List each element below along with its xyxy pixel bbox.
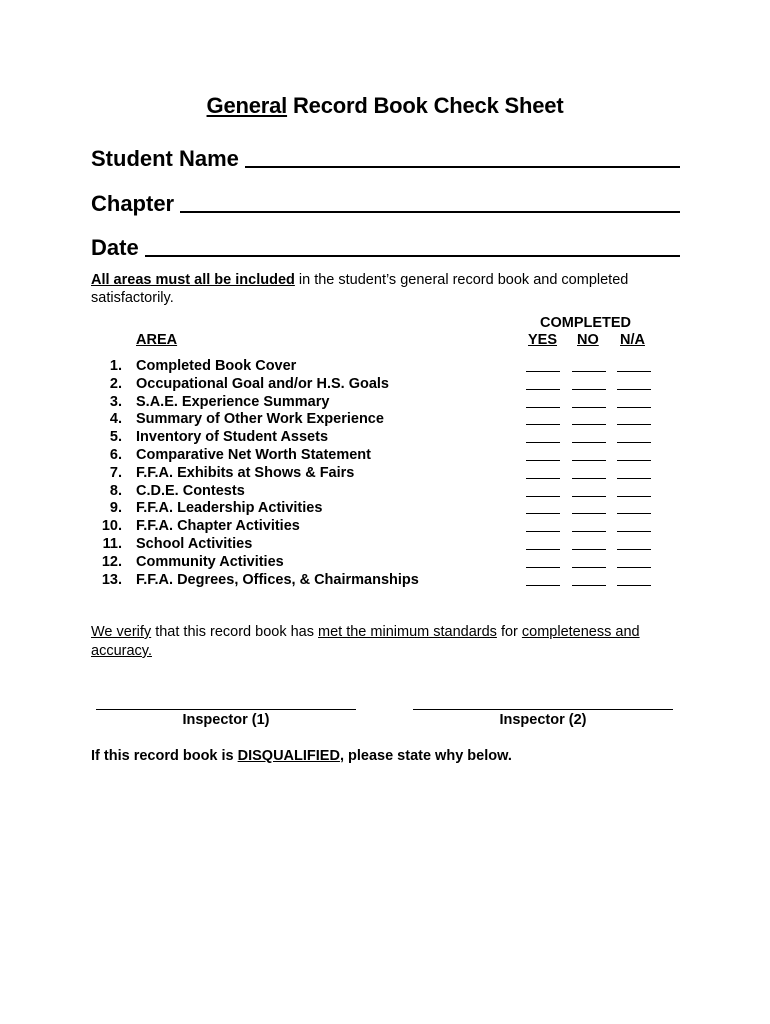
checklist-item — [0, 572, 770, 590]
chapter-line[interactable] — [180, 210, 680, 213]
na-blank[interactable] — [617, 370, 651, 372]
inspector-2-label: Inspector (2) — [499, 712, 587, 728]
verify-part-4: for — [496, 624, 522, 640]
item-number: 13. — [101, 571, 122, 588]
checklist-item — [0, 554, 770, 572]
yes-blank[interactable] — [526, 512, 560, 514]
instructions-emphasis: All areas must all be included — [91, 272, 295, 288]
yes-column-header: YES — [528, 332, 558, 348]
disqualified-before: If this record book is — [91, 748, 238, 764]
yes-blank[interactable] — [526, 441, 560, 443]
yes-blank[interactable] — [526, 548, 560, 550]
item-label: Comparative Net Worth Statement — [136, 446, 371, 463]
area-header: AREA — [136, 332, 178, 348]
item-label: Inventory of Student Assets — [136, 429, 329, 446]
checklist-item — [0, 394, 770, 412]
na-blank[interactable] — [617, 512, 651, 514]
page-title — [0, 93, 770, 119]
no-blank[interactable] — [572, 423, 606, 425]
item-number: 3. — [109, 393, 122, 410]
no-blank[interactable] — [572, 406, 606, 408]
item-label: F.F.A. Leadership Activities — [136, 500, 323, 517]
na-blank[interactable] — [617, 530, 651, 532]
item-number: 12. — [101, 553, 122, 570]
item-number: 1. — [109, 358, 122, 374]
checklist-item — [0, 465, 770, 483]
no-blank[interactable] — [572, 459, 606, 461]
title-underlined: General — [206, 93, 288, 118]
chapter-label: Chapter — [91, 191, 175, 216]
yes-blank[interactable] — [526, 566, 560, 568]
item-label: Community Activities — [136, 553, 284, 570]
item-number: 9. — [109, 500, 122, 517]
item-number: 7. — [109, 464, 122, 481]
disqualified-instruction — [91, 748, 512, 764]
completed-header: COMPLETED — [540, 315, 632, 331]
date-label: Date — [91, 235, 139, 260]
na-blank[interactable] — [617, 459, 651, 461]
checklist — [0, 358, 770, 589]
no-blank[interactable] — [572, 530, 606, 532]
item-number: 10. — [101, 518, 122, 535]
checklist-item — [0, 411, 770, 429]
item-number: 8. — [109, 482, 122, 499]
student-name-field[interactable] — [91, 144, 680, 172]
item-number: 2. — [109, 375, 122, 392]
item-label: Completed Book Cover — [136, 358, 297, 374]
yes-blank[interactable] — [526, 423, 560, 425]
checklist-item — [0, 358, 770, 376]
no-blank[interactable] — [572, 566, 606, 568]
yes-blank[interactable] — [526, 388, 560, 390]
item-label: C.D.E. Contests — [136, 482, 245, 499]
na-column-header: N/A — [620, 332, 645, 348]
na-blank[interactable] — [617, 406, 651, 408]
date-line[interactable] — [145, 254, 680, 257]
inspector-1-signature-line[interactable] — [96, 708, 356, 710]
na-blank[interactable] — [617, 495, 651, 497]
inspector-2-signature-line[interactable] — [413, 708, 673, 710]
na-blank[interactable] — [617, 566, 651, 568]
item-number: 6. — [109, 446, 122, 463]
student-name-line[interactable] — [245, 165, 680, 168]
na-blank[interactable] — [617, 548, 651, 550]
instructions-text — [91, 271, 671, 307]
item-number: 4. — [109, 411, 122, 428]
disqualified-after: , please state why below. — [339, 748, 512, 764]
na-blank[interactable] — [617, 477, 651, 479]
no-blank[interactable] — [572, 477, 606, 479]
item-number: 5. — [109, 429, 122, 446]
verify-part-1: We verify — [91, 624, 152, 640]
na-blank[interactable] — [617, 441, 651, 443]
item-label: F.F.A. Chapter Activities — [136, 518, 300, 535]
no-blank[interactable] — [572, 584, 606, 586]
na-blank[interactable] — [617, 423, 651, 425]
checklist-item — [0, 500, 770, 518]
checklist-item — [0, 429, 770, 447]
checklist-item — [0, 536, 770, 554]
no-blank[interactable] — [572, 370, 606, 372]
no-blank[interactable] — [572, 512, 606, 514]
checklist-item — [0, 483, 770, 501]
na-blank[interactable] — [617, 388, 651, 390]
checklist-item — [0, 376, 770, 394]
item-label: Summary of Other Work Experience — [136, 411, 384, 428]
inspector-1-label: Inspector (1) — [182, 712, 270, 728]
no-blank[interactable] — [572, 441, 606, 443]
item-number: 11. — [102, 535, 122, 552]
student-name-label: Student Name — [91, 146, 239, 171]
date-field[interactable] — [91, 233, 680, 261]
instructions-rest: in the student’s general record book and completed satisfactorily. — [91, 272, 629, 306]
chapter-field[interactable] — [91, 189, 680, 217]
no-blank[interactable] — [572, 495, 606, 497]
item-label: School Activities — [136, 535, 253, 552]
checklist-item — [0, 518, 770, 536]
disqualified-keyword: DISQUALIFIED — [237, 748, 340, 764]
checklist-item — [0, 447, 770, 465]
item-label: F.F.A. Exhibits at Shows & Fairs — [136, 464, 355, 481]
title-rest: Record Book Check Sheet — [287, 93, 564, 118]
verify-part-2: that this record book has — [151, 624, 319, 640]
no-blank[interactable] — [572, 548, 606, 550]
yes-blank[interactable] — [526, 370, 560, 372]
na-blank[interactable] — [617, 584, 651, 586]
item-label: Occupational Goal and/or H.S. Goals — [136, 375, 389, 392]
yes-blank[interactable] — [526, 477, 560, 479]
verify-part-3: met the minimum standards — [318, 624, 497, 640]
yes-blank[interactable] — [526, 406, 560, 408]
yes-blank[interactable] — [526, 584, 560, 586]
item-label: S.A.E. Experience Summary — [136, 393, 330, 410]
yes-blank[interactable] — [526, 495, 560, 497]
no-blank[interactable] — [572, 388, 606, 390]
verify-part-5: completeness and accuracy. — [91, 624, 640, 659]
verification-statement — [91, 623, 676, 661]
item-label: F.F.A. Degrees, Offices, & Chairmanships — [136, 571, 419, 588]
yes-blank[interactable] — [526, 530, 560, 532]
yes-blank[interactable] — [526, 459, 560, 461]
no-column-header: NO — [577, 332, 599, 348]
